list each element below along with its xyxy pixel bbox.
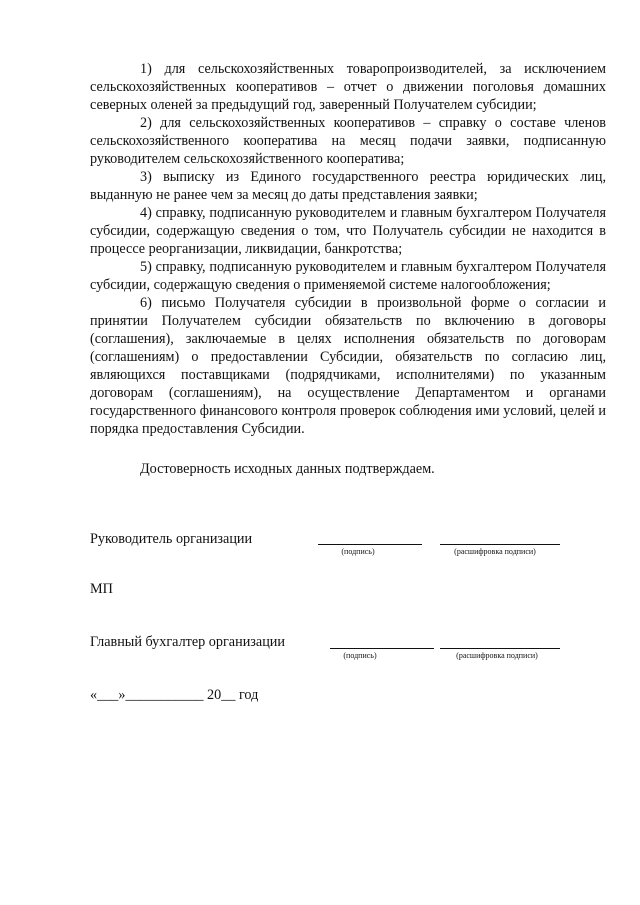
list-item-4: 4) справку, подписанную руководителем и главным бухгалтером Получателя субсидии, содержащую сведения о том, что Получатель субсидии не находится в процессе реорганизации, ликвидации, банкротства; xyxy=(90,205,606,257)
list-item-2: 2) для сельскохозяйственных кооперативов – справку о составе членов сельскохозяйственного кооператива на месяц подачи заявки, подписанную руководителем сельскохозяйственного кооператива; xyxy=(90,115,606,167)
confirmation-text: Достоверность исходных данных подтверждаем. xyxy=(140,461,435,477)
head-signature-label: Руководитель организации xyxy=(90,531,253,547)
accountant-decoding-caption: (расшифровка подписи) xyxy=(456,651,538,660)
stamp-placeholder: МП xyxy=(90,581,113,597)
document-list xyxy=(90,60,606,438)
accountant-signature-caption: (подпись) xyxy=(343,651,377,660)
list-item-5: 5) справку, подписанную руководителем и главным бухгалтером Получателя субсидии, содержащую сведения о применяемой системе налогообложения; xyxy=(90,259,606,293)
head-signature-caption: (подпись) xyxy=(341,547,375,556)
list-item-6: 6) письмо Получателя субсидии в произвольной форме о согласии и принятии Получателем субсидии обязательств по включению в договоры (соглашения), заключаемые в целях исполнения обязательств по договорам (соглашениям) о предоставлении Субсидии, обязательств по согласию лиц, являющихся поставщиками (подрядчиками, исполнителями) по указанным договорам (соглашениям), на осуществление Департаментом и органами государственного финансового контроля проверок соблюдения ими условий, целей и порядка предоставления Субсидии. xyxy=(90,295,606,437)
accountant-signature-line xyxy=(330,648,434,649)
head-decoding-caption: (расшифровка подписи) xyxy=(454,547,536,556)
list-item-3: 3) выписку из Единого государственного реестра юридических лиц, выданную не ранее чем за месяц до даты представления заявки; xyxy=(90,169,606,203)
accountant-signature-label: Главный бухгалтер организации xyxy=(90,634,285,650)
accountant-decoding-line xyxy=(440,648,560,649)
list-item-1: 1) для сельскохозяйственных товаропроизводителей, за исключением сельскохозяйственных кооперативов – отчет о движении поголовья домашних северных оленей за предыдущий год, заверенный Получателем субсидии; xyxy=(90,61,606,113)
head-signature-line xyxy=(318,544,422,545)
date-line: «___»___________ 20__ год xyxy=(90,687,259,703)
head-decoding-line xyxy=(440,544,560,545)
